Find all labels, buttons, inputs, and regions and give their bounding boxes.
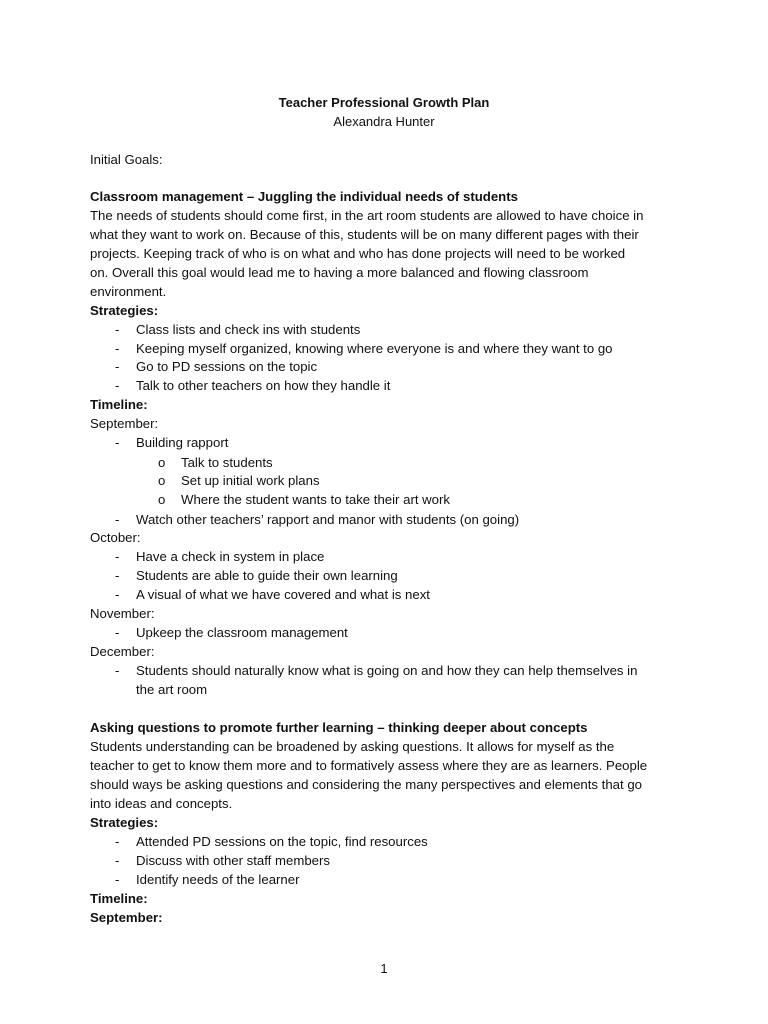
dash-bullet: - — [115, 435, 120, 450]
dash-bullet: - — [115, 378, 120, 393]
goal1-timeline-label: Timeline: — [90, 397, 148, 412]
goal1-paragraph-line: environment. — [90, 284, 167, 299]
dash-bullet: - — [115, 568, 120, 583]
dash-bullet: - — [115, 512, 120, 527]
goal2-strategies-label: Strategies: — [90, 815, 159, 830]
october-label: October: — [90, 530, 141, 545]
document-author: Alexandra Hunter — [333, 114, 435, 129]
document-title: Teacher Professional Growth Plan — [278, 95, 490, 110]
dash-bullet: - — [115, 359, 120, 374]
goal2-september-label: September: — [90, 910, 163, 925]
goal2-heading: Asking questions to promote further learning – thinking deeper about concepts — [90, 720, 588, 735]
dash-bullet: - — [115, 834, 120, 849]
document-page: Teacher Professional Growth Plan Alexandra Hunter Initial Goals: Classroom management – Juggling the individual needs of students The needs of students should come first, in the art room students are allowed to have choice in what they want to work on. Because of this, students will be on many different pages with their projects. Keeping track of who is on what and who has done projects will need to be worked on. Overall this goal would lead me to having a more balanced and flowing classroom environment. Strategies: - Class lists and check ins with students - Keeping myself organized, knowing where everyone is and where they want to go - Go to PD sessions on the topic - Talk to other teachers on how they handle it Timeline: September: - Building rapport o Talk to students o Set up initial work plans o Where the student wants to take their art work - Watch other teachers’ rapport and manor with students (on going) October: - Have a check in system in place - Students are able to guide their own learning - A visual of what we have covered and what is next November: - Upkeep the classroom management December: - Students should naturally know what is going on and how they can help themselves in the art room Asking questions to promote further learning – thinking deeper about concepts Students understanding can be broadened by asking questions. It allows for myself as the teacher to get to know them more and to formatively assess where they are as learners. People should ways be asking questions and considering the many perspectives and elements that go into ideas and concepts. Strategies: - Attended PD sessions on the topic, find resources - Discuss with other staff members - Identify needs of the learner Timeline: September: 1 — [0, 0, 768, 1024]
dash-bullet: - — [115, 625, 120, 640]
goal2-timeline-label: Timeline: — [90, 891, 148, 906]
goal2-paragraph-line: should ways be asking questions and considering the many perspectives and elements that go — [90, 777, 643, 792]
circle-bullet: o — [158, 492, 166, 507]
goal1-paragraph-line: projects. Keeping track of who is on what and who has done projects will need to be worked — [90, 246, 626, 261]
initial-goals-label: Initial Goals: — [90, 152, 163, 167]
dash-bullet: - — [115, 587, 120, 602]
goal2-paragraph-line: teacher to get to know them more and to formatively assess where they are as learners. People — [90, 758, 648, 773]
december-label: December: — [90, 644, 155, 659]
september-label: September: — [90, 416, 159, 431]
circle-bullet: o — [158, 473, 166, 488]
goal1-heading: Classroom management – Juggling the individual needs of students — [90, 189, 518, 204]
dash-bullet: - — [115, 663, 120, 678]
dash-bullet: - — [115, 853, 120, 868]
goal1-paragraph-line: what they want to work on. Because of this, students will be on many different pages with their — [90, 227, 639, 242]
november-label: November: — [90, 606, 155, 621]
goal2-paragraph-line: Students understanding can be broadened by asking questions. It allows for myself as the — [90, 739, 615, 754]
page-number: 1 — [380, 961, 388, 976]
dash-bullet: - — [115, 872, 120, 887]
dash-bullet: - — [115, 549, 120, 564]
goal1-paragraph-line: on. Overall this goal would lead me to having a more balanced and flowing classroom — [90, 265, 589, 280]
goal1-strategies-label: Strategies: — [90, 303, 159, 318]
dash-bullet: - — [115, 322, 120, 337]
goal1-paragraph-line: The needs of students should come first, in the art room students are allowed to have choice in — [90, 208, 644, 223]
circle-bullet: o — [158, 455, 166, 470]
dash-bullet: - — [115, 341, 120, 356]
goal2-paragraph-line: into ideas and concepts. — [90, 796, 233, 811]
